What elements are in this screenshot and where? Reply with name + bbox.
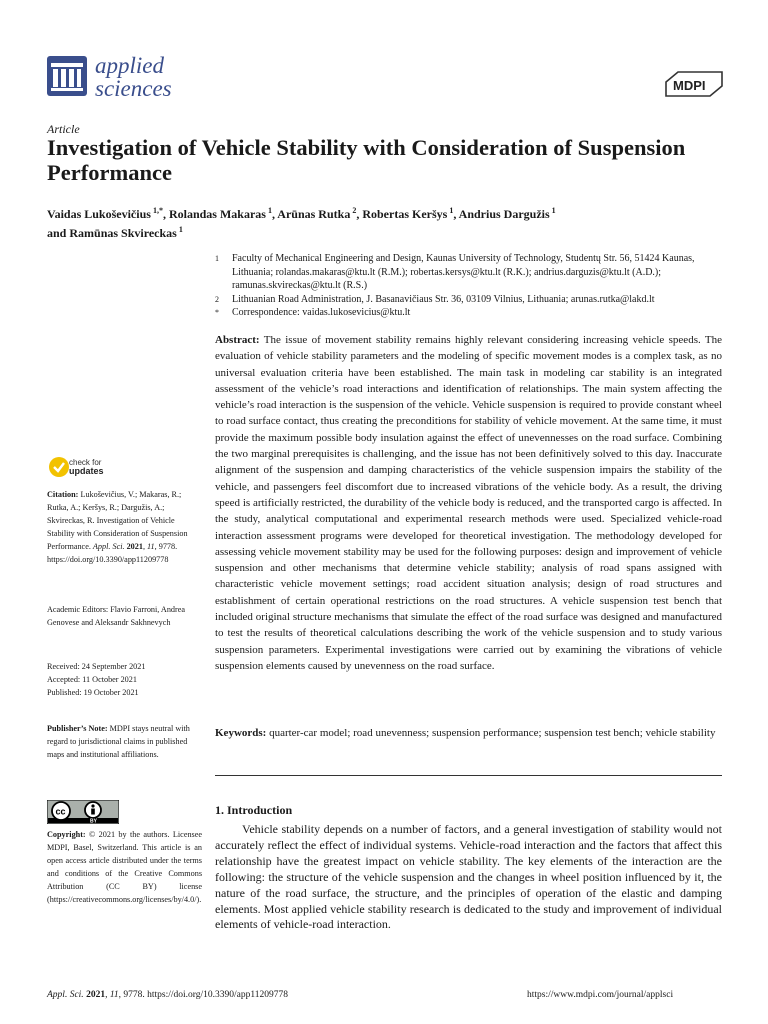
footer-doi: , 9778. https://doi.org/10.3390/app11209778	[118, 990, 289, 1000]
publication-dates	[47, 661, 202, 700]
citation: Citation: Lukoševičius, V.; Makaras, R.; Rutka, A.; Keršys, R.; Dargužis, A.; Skvireckas, R. Investigation of Vehicle Stability with Consideration of Suspension Performance. Appl. Sci. 2021, 11, 9778. https://doi.org/10.3390/app11209778	[47, 490, 188, 564]
affiliations	[215, 252, 735, 320]
copyright-notice	[47, 829, 202, 906]
publisher-note-label: Publisher’s Note:	[47, 724, 108, 733]
mdpi-logo-icon[interactable]	[664, 68, 724, 98]
affiliation-number: 2	[215, 294, 219, 304]
copyright-text: © 2021 by the authors. Licensee MDPI, Basel, Switzerland. This article is an open access article distributed under the terms and conditions of the Creative Commons Attribution (CC BY) license (https://creativecommons.org/licenses/by/4.0/).	[47, 830, 202, 904]
copyright-label: Copyright:	[47, 830, 86, 839]
published-date: Published: 19 October 2021	[47, 687, 139, 697]
introduction-paragraph: Vehicle stability depends on a number of factors, and a general investigation of stability would not accurately reflect the effect of individual systems. Vehicle-road interaction and the factors that affect this relationship have the greatest impact on vehicle stability. The key elements of the interaction are the following: the structure of the vehicle suspension and the changes in wheel position influenced by it, the nature of the road surface, the structure, and the principles of operation of the elastic and damping elements. Most applied vehicle stability research is dedicated to the study and improvement of individual elements of vehicle-road interaction.	[215, 822, 722, 932]
section-heading: 1. Introduction	[215, 803, 293, 817]
journal-name	[95, 54, 172, 100]
author-name[interactable]: Ramūnas Skvireckas	[69, 226, 177, 240]
keywords-label: Keywords:	[215, 727, 267, 739]
keywords-text: quarter-car model; road unevenness; suspension performance; suspension test bench; vehicle stability	[266, 727, 716, 739]
affiliation-item	[215, 293, 735, 307]
citation-journal: Appl. Sci.	[92, 541, 125, 551]
abstract-text: The issue of movement stability remains highly relevant considering increasing vehicle speeds. The evaluation of vehicle stability parameters and the modeling of specific movement modes is a complex task, as no universal evaluation criteria have been established. The main task in modeling car stability is an integrated assessment of the vehicle’s road interactions and identification of relationships. The main system affecting the vehicle’s road interaction is the suspension of the vehicle. Vehicle suspension is required to provide constant wheel to road surface contact, thus creating the preconditions for stability of vehicle movement. At the same time, it must provide the maximum possible body insulation against the effect of unevennesses on the road surface. Combining the two marginal prerequisites is challenging, and the issue has not been definitively solved to this day. Inaccurate alignment of the suspension and damping characteristics of the vehicle suspension impairs the stability of the vehicle, and passengers feel discomfort due to increased vibrations of the vehicle body. As a result, the driving speed is artificially restricted, the durability of the vehicle body is reduced, and the transported cargo is affected. In the study, analytical computational and experimental research methods were used. Specialized vehicle-road interaction assessment programs were developed for theoretical investigation. The methodology developed for assessing vehicle movement stability may be used for the following purposes: design and improvement of vehicle suspension and other mechanisms that determine vehicle stability; analysis of road spans assigned with characteristic vehicle movement settings; road accident situation analysis; design of road structures and establishment of certain operational restrictions on the road structures. A vehicle suspension test bench that included original structure mechanisms that simulate the effect of the road surface was designed and manufactured to test the results of theoretical calculations describing the work of the vehicle suspension and to study various suspension parameters. Experimental investigations were carried out by examining the vibrations of vehicle suspension elements caused by unevenness on the road surface.	[215, 334, 722, 672]
affiliation-item	[215, 306, 735, 320]
svg-text:MDPI: MDPI	[673, 78, 706, 93]
footer-journal: Appl. Sci.	[47, 990, 84, 1000]
author-name[interactable]: Arūnas Rutka	[277, 207, 351, 221]
author-name[interactable]: Robertas Keršys	[362, 207, 448, 221]
footer-citation: Appl. Sci. 2021, 11, 9778. https://doi.org/10.3390/app11209778	[47, 990, 289, 1000]
article-title: Investigation of Vehicle Stability with Consideration of Suspension Performance	[47, 135, 686, 185]
affiliation-text: Lithuanian Road Administration, J. Basanavičiaus Str. 36, 03109 Vilnius, Lithuania; arunas.rutka@lakd.lt	[232, 293, 655, 305]
author-name[interactable]: Andrius Dargužis	[458, 207, 550, 221]
citation-volume: 11	[147, 541, 155, 551]
affiliation-text: Faculty of Mechanical Engineering and Design, Kaunas University of Technology, Studentų Str. 56, 51424 Kaunas, Lithuania; rolandas.makaras@ktu.lt (R.M.); robertas.kersys@ktu.lt (R.K.); andrius.darguzis@ktu.lt (A.D.); ramunas.skvireckas@ktu.lt (R.S.)	[232, 253, 695, 292]
citation-label: Citation:	[47, 490, 79, 499]
author-affiliation-marker: 1	[265, 206, 272, 215]
journal-name-line2: sciences	[95, 76, 172, 101]
author-affiliation-marker: 1,*	[150, 206, 163, 215]
author-affiliation-marker: 1	[549, 206, 556, 215]
academic-editors: Academic Editors: Flavio Farroni, Andrea Genovese and Aleksandr Sakhnevych	[47, 605, 186, 627]
affiliation-text: Correspondence: vaidas.lukosevicius@ktu.lt	[232, 307, 411, 319]
publisher-note	[47, 723, 202, 762]
article-type: Article	[47, 122, 80, 136]
svg-text:cc: cc	[55, 806, 66, 817]
author-name[interactable]: Vaidas Lukoševičius	[47, 207, 151, 221]
keywords	[215, 725, 722, 741]
svg-text:BY: BY	[90, 818, 97, 824]
footer-journal-url[interactable]: https://www.mdpi.com/journal/applsci	[527, 990, 674, 1000]
affiliation-item	[215, 252, 735, 293]
journal-logo-icon	[47, 56, 87, 96]
updates-line2: updates	[69, 466, 104, 476]
check-for-updates-icon	[47, 455, 71, 479]
accepted-date: Accepted: 11 October 2021	[47, 674, 137, 684]
author-list: Vaidas Lukoševičius $^{1,*}$, Rolandas Makaras $^1$, Arūnas Rutka $^2$, Robertas Keršys $^1$, Andrius Dargužis $^1$ and Ramūnas Skvireckas $^1$	[47, 206, 556, 240]
citation-year: 2021	[126, 541, 143, 551]
affiliation-number: 1	[215, 254, 219, 263]
author-affiliation-marker: 1	[176, 225, 183, 234]
journal-name-line1: applied	[95, 53, 164, 78]
abstract	[215, 332, 722, 674]
affiliation-number: *	[215, 308, 219, 318]
citation-text-post: , 9778. https://doi.org/10.3390/app11209778	[47, 541, 178, 564]
check-for-updates-badge[interactable]	[47, 455, 167, 485]
publisher-note-text: MDPI stays neutral with regard to jurisdictional claims in published maps and institutional affiliations.	[47, 724, 190, 759]
abstract-label: Abstract:	[215, 334, 260, 346]
footer-year: 2021	[86, 990, 106, 1000]
received-date: Received: 24 September 2021	[47, 662, 146, 671]
author-affiliation-marker: 2	[350, 206, 357, 215]
cc-by-license-icon[interactable]	[47, 800, 119, 824]
author-affiliation-marker: 1	[447, 206, 454, 215]
updates-line1: check for	[69, 458, 102, 467]
section-divider	[215, 775, 722, 776]
footer-volume: 11	[109, 990, 119, 1000]
citation-text-pre: Lukoševičius, V.; Makaras, R.; Rutka, A.; Keršys, R.; Dargužis, A.; Skvireckas, R. Investigation of Vehicle Stability with Consideration of Suspension Performance.	[47, 490, 188, 551]
author-name[interactable]: Rolandas Makaras	[168, 207, 266, 221]
